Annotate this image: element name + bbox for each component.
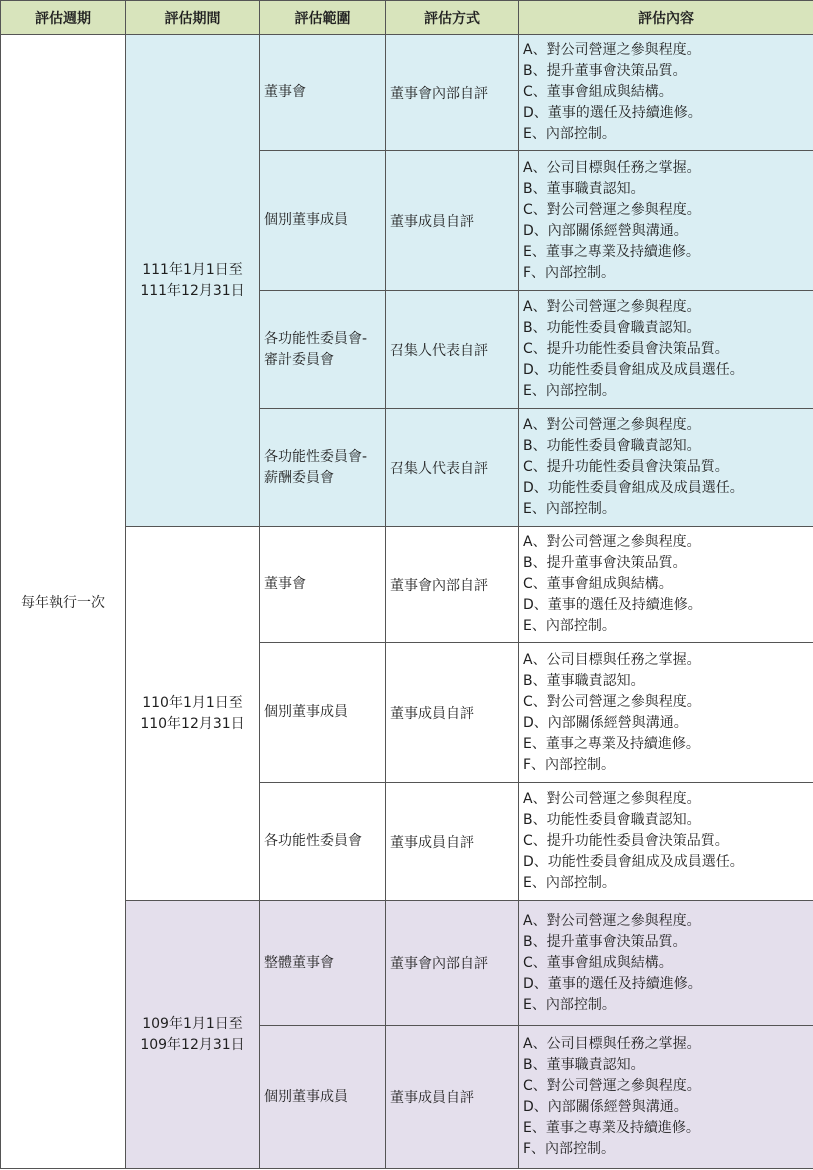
- content-line: E、內部控制。: [523, 618, 616, 634]
- content-cell: [519, 643, 813, 783]
- content-line: B、董事職責認知。: [523, 180, 645, 197]
- content-line: A、對公司營運之參與程度。: [523, 42, 701, 58]
- content-line: C、提升功能性委員會決策品質。: [523, 341, 729, 357]
- header-scope: 評估範圍: [260, 1, 386, 35]
- method-cell: 董事會內部自評: [386, 527, 519, 643]
- period-cell-109: [126, 901, 260, 1169]
- table-body: [1, 35, 813, 1169]
- period-line: 110年1月1日至: [142, 694, 243, 711]
- content-line: B、提升董事會決策品質。: [523, 555, 687, 571]
- content-line: B、提升董事會決策品質。: [523, 63, 687, 79]
- scope-cell: [260, 901, 386, 1026]
- scope-line: 整體董事會: [264, 954, 334, 971]
- content-line: D、內部關係經營與溝通。: [523, 222, 688, 239]
- content-line: B、功能性委員會職責認知。: [523, 438, 701, 454]
- content-line: E、內部控制。: [523, 501, 616, 517]
- header-content: 評估內容: [519, 1, 813, 35]
- scope-cell: [260, 151, 386, 291]
- content-line: B、董事職責認知。: [523, 1057, 645, 1073]
- table-header: [1, 1, 813, 35]
- content-line: A、公司目標與任務之掌握。: [523, 1036, 701, 1052]
- method-cell: 董事成員自評: [386, 783, 519, 901]
- content-line: C、董事會組成與結構。: [523, 576, 673, 592]
- content-line: C、對公司營運之參與程度。: [523, 693, 701, 710]
- scope-line: 個別董事成員: [264, 212, 348, 228]
- scope-line: 個別董事成員: [264, 1088, 348, 1105]
- scope-cell: [260, 783, 386, 901]
- content-line: D、董事的選任及持續進修。: [523, 597, 702, 613]
- scope-cell: [260, 643, 386, 783]
- content-line: E、內部控制。: [523, 126, 616, 142]
- content-cell: [519, 35, 813, 151]
- content-line: A、對公司營運之參與程度。: [523, 912, 701, 929]
- scope-line: 董事會: [264, 576, 306, 592]
- content-line: D、董事的選任及持續進修。: [523, 105, 702, 121]
- period-line: 109年12月31日: [140, 1036, 245, 1053]
- content-line: D、內部關係經營與溝通。: [523, 714, 688, 731]
- content-line: C、董事會組成與結構。: [523, 954, 673, 971]
- cycle-cell: 每年執行一次: [1, 35, 126, 1169]
- content-line: A、對公司營運之參與程度。: [523, 534, 701, 550]
- header-method: 評估方式: [386, 1, 519, 35]
- content-line: C、對公司營運之參與程度。: [523, 201, 701, 218]
- content-line: D、功能性委員會組成及成員選任。: [523, 854, 744, 870]
- period-line: 111年1月1日至: [142, 261, 243, 278]
- content-line: C、對公司營運之參與程度。: [523, 1078, 701, 1094]
- scope-cell: [260, 527, 386, 643]
- header-cycle: 評估週期: [1, 1, 126, 35]
- content-line: C、提升功能性委員會決策品質。: [523, 459, 729, 475]
- content-cell: [519, 901, 813, 1026]
- method-cell: 召集人代表自評: [386, 291, 519, 409]
- method-cell: 董事成員自評: [386, 1026, 519, 1169]
- period-line: 111年12月31日: [140, 282, 245, 299]
- method-cell: 召集人代表自評: [386, 409, 519, 527]
- content-line: D、內部關係經營與溝通。: [523, 1099, 688, 1115]
- period-cell-110: [126, 527, 260, 901]
- method-cell: 董事成員自評: [386, 643, 519, 783]
- header-period: 評估期間: [126, 1, 260, 35]
- content-cell: [519, 527, 813, 643]
- content-line: E、董事之專業及持續進修。: [523, 243, 700, 260]
- content-line: B、提升董事會決策品質。: [523, 933, 687, 950]
- scope-cell: [260, 1026, 386, 1169]
- content-cell: [519, 151, 813, 291]
- content-line: F、內部控制。: [523, 756, 616, 773]
- scope-line: 薪酬委員會: [264, 469, 334, 486]
- header-row: [1, 1, 813, 35]
- table-row: [1, 35, 813, 151]
- content-cell: [519, 409, 813, 527]
- content-line: A、公司目標與任務之掌握。: [523, 651, 701, 668]
- scope-line: 個別董事成員: [264, 704, 348, 720]
- content-cell: [519, 1026, 813, 1169]
- content-line: A、對公司營運之參與程度。: [523, 791, 701, 807]
- content-line: F、內部控制。: [523, 1141, 616, 1157]
- content-line: C、董事會組成與結構。: [523, 84, 673, 100]
- scope-cell: [260, 409, 386, 527]
- scope-line: 董事會: [264, 84, 306, 100]
- content-line: E、內部控制。: [523, 996, 616, 1013]
- content-line: C、提升功能性委員會決策品質。: [523, 833, 729, 849]
- content-line: A、對公司營運之參與程度。: [523, 299, 701, 315]
- scope-cell: [260, 35, 386, 151]
- content-line: F、內部控制。: [523, 264, 616, 281]
- period-line: 109年1月1日至: [142, 1015, 243, 1032]
- content-line: E、內部控制。: [523, 383, 616, 399]
- content-line: D、功能性委員會組成及成員選任。: [523, 362, 744, 378]
- method-cell: 董事會內部自評: [386, 901, 519, 1026]
- scope-line: 各功能性委員會: [264, 833, 362, 849]
- scope-line: 各功能性委員會-: [264, 330, 368, 347]
- scope-line: 各功能性委員會-: [264, 448, 368, 465]
- content-line: E、內部控制。: [523, 875, 616, 891]
- content-line: B、功能性委員會職責認知。: [523, 320, 701, 336]
- content-line: A、對公司營運之參與程度。: [523, 417, 701, 433]
- method-cell: 董事成員自評: [386, 151, 519, 291]
- content-line: E、董事之專業及持續進修。: [523, 1120, 700, 1136]
- content-line: E、董事之專業及持續進修。: [523, 735, 700, 752]
- content-cell: [519, 291, 813, 409]
- content-cell: [519, 783, 813, 901]
- scope-line: 審計委員會: [264, 351, 334, 368]
- method-cell: 董事會內部自評: [386, 35, 519, 151]
- content-line: B、功能性委員會職責認知。: [523, 812, 701, 828]
- period-cell-111: [126, 35, 260, 527]
- content-line: D、功能性委員會組成及成員選任。: [523, 480, 744, 496]
- scope-cell: [260, 291, 386, 409]
- content-line: A、公司目標與任務之掌握。: [523, 159, 701, 176]
- period-line: 110年12月31日: [140, 715, 245, 732]
- content-line: D、董事的選任及持續進修。: [523, 975, 702, 992]
- content-line: B、董事職責認知。: [523, 672, 645, 689]
